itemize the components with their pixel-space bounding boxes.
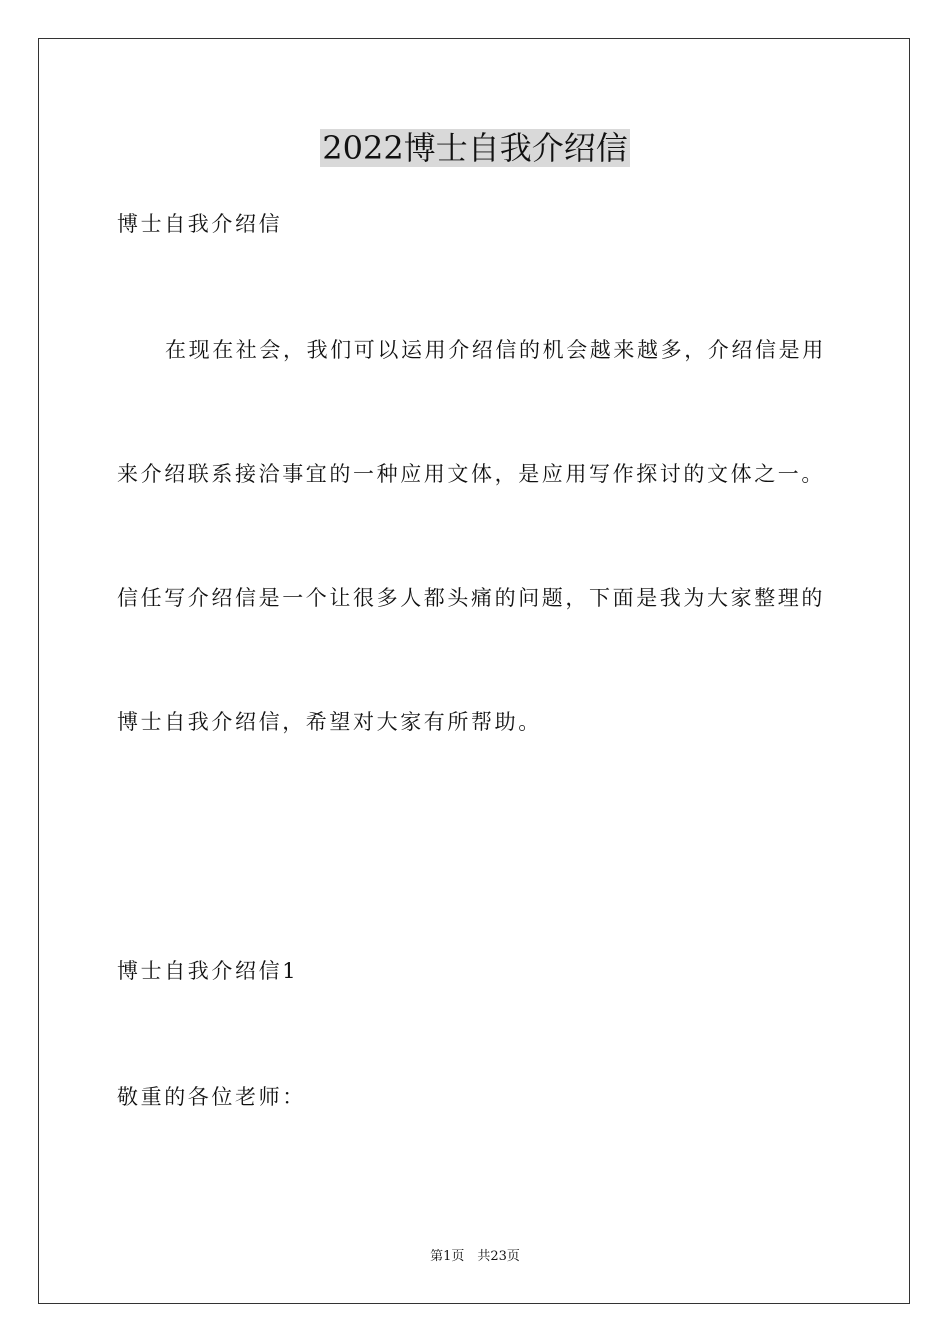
intro-line-2: 来介绍联系接洽事宜的一种应用文体，是应用写作探讨的文体之一。 xyxy=(117,462,825,486)
document-title xyxy=(0,128,950,168)
page-number-footer: 第1页 共23页 xyxy=(430,1249,520,1264)
document-subtitle: 博士自我介绍信 xyxy=(117,212,283,236)
intro-line-4: 博士自我介绍信，希望对大家有所帮助。 xyxy=(117,710,542,734)
intro-line-1: 在现在社会，我们可以运用介绍信的机会越来越多，介绍信是用 xyxy=(165,338,826,362)
document-title-text: 2022博士自我介绍信 xyxy=(322,129,628,167)
section-heading: 博士自我介绍信1 xyxy=(117,959,299,983)
intro-line-3: 信任写介绍信是一个让很多人都头痛的问题，下面是我为大家整理的 xyxy=(117,586,825,610)
salutation: 敬重的各位老师： xyxy=(117,1085,306,1109)
